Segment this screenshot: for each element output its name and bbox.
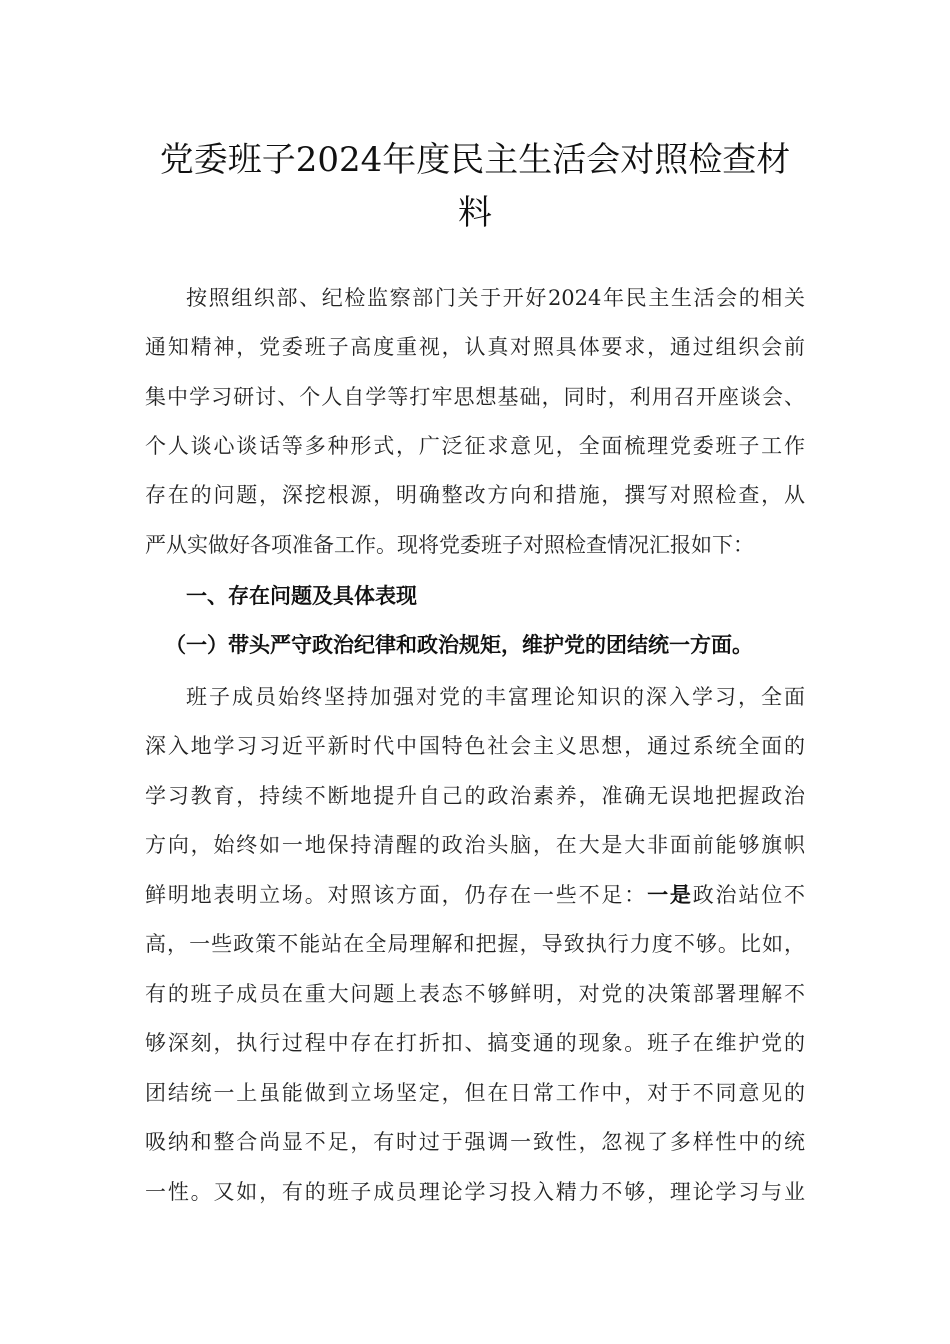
- body-line: 团结统一上虽能做到立场坚定，但在日常工作中，对于不同意见的: [145, 1081, 805, 1105]
- body-line: 一性。又如，有的班子成员理论学习投入精力不够，理论学习与业: [145, 1180, 805, 1204]
- body-line: 深入地学习习近平新时代中国特色社会主义思想，通过系统全面的: [145, 734, 805, 758]
- body-line: 班子成员始终坚持加强对党的丰富理论知识的深入学习，全面: [186, 685, 805, 709]
- body-line: 够深刻，执行过程中存在打折扣、搞变通的现象。班子在维护党的: [145, 1031, 805, 1055]
- intro-line: 按照组织部、纪检监察部门关于开好2024年民主生活会的相关: [186, 286, 805, 310]
- section-heading: 一、存在问题及具体表现: [186, 583, 417, 608]
- subsection-heading: （一）带头严守政治纪律和政治规矩，维护党的团结统一方面。: [165, 632, 753, 657]
- intro-line: 通知精神，党委班子高度重视，认真对照具体要求，通过组织会前: [145, 335, 805, 359]
- intro-line: 严从实做好各项准备工作。现将党委班子对照检查情况汇报如下：: [145, 533, 754, 557]
- body-line: 学习教育，持续不断地提升自己的政治素养，准确无误地把握政治: [145, 784, 805, 808]
- body-text: 政治站位不: [692, 883, 806, 907]
- emphasis-text: 一是: [647, 882, 693, 907]
- intro-line: 集中学习研讨、个人自学等打牢思想基础，同时，利用召开座谈会、: [145, 385, 805, 409]
- body-line: 高，一些政策不能站在全局理解和把握，导致执行力度不够。比如，: [145, 932, 805, 956]
- document-title-line-2: 料: [458, 193, 492, 233]
- intro-line: 个人谈心谈话等多种形式，广泛征求意见，全面梳理党委班子工作: [145, 434, 805, 458]
- body-line: [145, 881, 805, 909]
- intro-line: 存在的问题，深挖根源，明确整改方向和措施，撰写对照检查，从: [145, 483, 805, 507]
- body-line: 吸纳和整合尚显不足，有时过于强调一致性，忽视了多样性中的统: [145, 1130, 805, 1154]
- body-text: 鲜明地表明立场。对照该方面，仍存在一些不足：: [145, 883, 648, 907]
- body-line: 有的班子成员在重大问题上表态不够鲜明，对党的决策部署理解不: [145, 982, 805, 1006]
- document-title-line-1: 党委班子2024年度民主生活会对照检查材: [159, 140, 791, 180]
- body-line: 方向，始终如一地保持清醒的政治头脑，在大是大非面前能够旗帜: [145, 833, 805, 857]
